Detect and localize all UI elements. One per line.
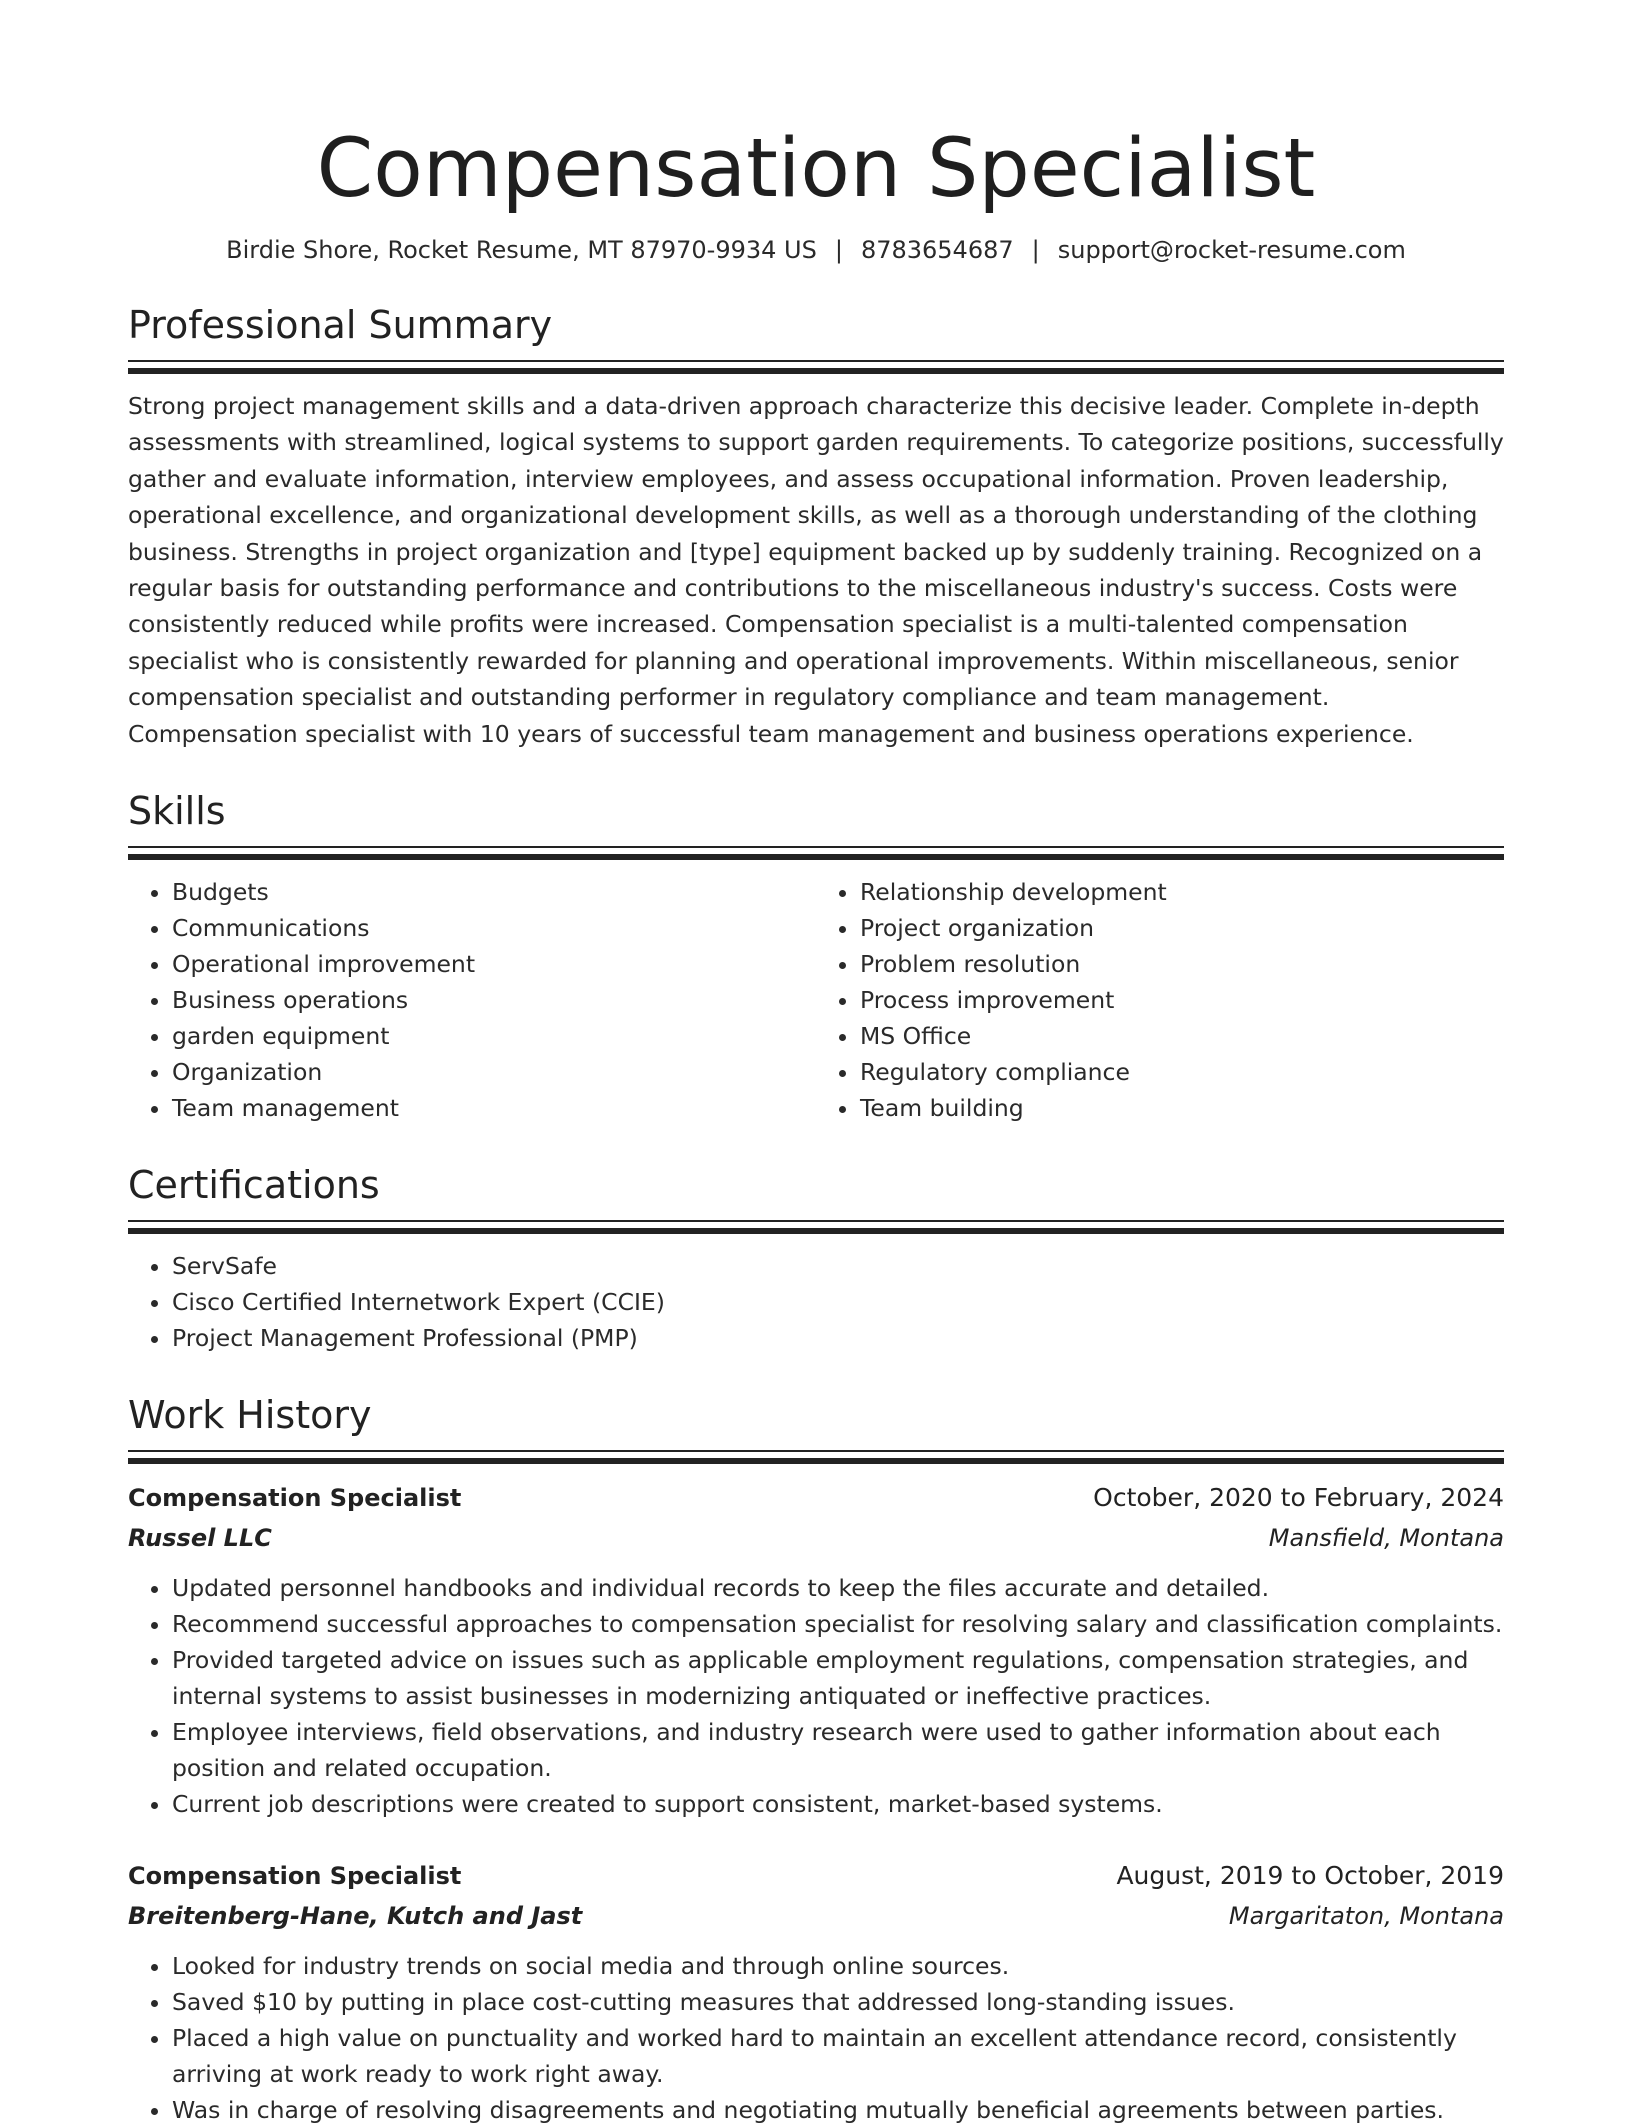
section-rule-thick bbox=[128, 854, 1504, 860]
skill-item: • Team management bbox=[172, 1090, 816, 1126]
skills-columns bbox=[128, 874, 1504, 1126]
summary-section-header bbox=[128, 300, 1504, 374]
job-bullet: • Current job descriptions were created to support consistent, market-based systems. bbox=[172, 1786, 1504, 1822]
skill-item: • Project organization bbox=[860, 910, 1504, 946]
job-company: Breitenberg-Hane, Kutch and Jast bbox=[128, 1902, 583, 1931]
certification-item: • Cisco Certified Internetwork Expert (CCIE) bbox=[172, 1284, 1504, 1320]
skill-item: • Process improvement bbox=[860, 982, 1504, 1018]
skills-list-right bbox=[816, 874, 1504, 1126]
job-bullet: • Updated personnel handbooks and individual records to keep the files accurate and detailed. bbox=[172, 1570, 1504, 1606]
skill-item: • Regulatory compliance bbox=[860, 1054, 1504, 1090]
job-header-row bbox=[128, 1478, 1504, 1518]
section-rule-thin bbox=[128, 360, 1504, 362]
skill-item: • Budgets bbox=[172, 874, 816, 910]
skill-item: • Communications bbox=[172, 910, 816, 946]
skill-item: • Relationship development bbox=[860, 874, 1504, 910]
job-location: Mansfield, Montana bbox=[1268, 1524, 1504, 1553]
contact-address: Birdie Shore, Rocket Resume, MT 87970-9934 US bbox=[226, 236, 817, 264]
job-dates: August, 2019 to October, 2019 bbox=[1116, 1861, 1504, 1891]
skill-item: • Problem resolution bbox=[860, 946, 1504, 982]
section-rule-thick bbox=[128, 368, 1504, 374]
work-section-header bbox=[128, 1390, 1504, 1464]
skill-item: • Business operations bbox=[172, 982, 816, 1018]
contact-separator: | bbox=[1031, 236, 1040, 264]
job-bullets bbox=[128, 1948, 1504, 2128]
job-bullets bbox=[128, 1570, 1504, 1822]
skill-item: • Team building bbox=[860, 1090, 1504, 1126]
contact-email: support@rocket-resume.com bbox=[1057, 236, 1406, 264]
section-rule-thin bbox=[128, 846, 1504, 848]
contact-line bbox=[128, 234, 1504, 266]
job-company-row bbox=[128, 1896, 1504, 1936]
job-entry bbox=[128, 1856, 1504, 2128]
job-bullet: • Provided targeted advice on issues such as applicable employment regulations, compensation strategies, and internal systems to assist businesses in modernizing antiquated or ineffective practices. bbox=[172, 1642, 1504, 1714]
job-location: Margaritaton, Montana bbox=[1228, 1902, 1504, 1931]
certification-item: • Project Management Professional (PMP) bbox=[172, 1320, 1504, 1356]
skill-item: • Organization bbox=[172, 1054, 816, 1090]
section-rule-thick bbox=[128, 1228, 1504, 1234]
skill-item: • Operational improvement bbox=[172, 946, 816, 982]
contact-phone: 8783654687 bbox=[860, 236, 1014, 264]
resume-title: Compensation Specialist bbox=[316, 122, 1316, 216]
certifications-section-header bbox=[128, 1160, 1504, 1234]
section-rule-thin bbox=[128, 1220, 1504, 1222]
skill-item: • MS Office bbox=[860, 1018, 1504, 1054]
job-bullet: • Looked for industry trends on social media and through online sources. bbox=[172, 1948, 1504, 1984]
job-bullet: • Saved $10 by putting in place cost-cutting measures that addressed long-standing issues. bbox=[172, 1984, 1504, 2020]
section-rule-thin bbox=[128, 1450, 1504, 1452]
section-rule-thick bbox=[128, 1458, 1504, 1464]
skills-list-left bbox=[128, 874, 816, 1126]
job-company: Russel LLC bbox=[128, 1524, 272, 1553]
job-entry bbox=[128, 1478, 1504, 1822]
contact-separator: | bbox=[834, 236, 843, 264]
certification-item: • ServSafe bbox=[172, 1248, 1504, 1284]
job-header-row bbox=[128, 1856, 1504, 1896]
job-title: Compensation Specialist bbox=[128, 1862, 462, 1891]
job-dates: October, 2020 to February, 2024 bbox=[1093, 1483, 1504, 1513]
work-heading: Work History bbox=[128, 1393, 372, 1438]
certifications-heading: Certifications bbox=[128, 1163, 380, 1208]
skills-section-header bbox=[128, 786, 1504, 860]
skills-heading: Skills bbox=[128, 789, 226, 834]
job-title: Compensation Specialist bbox=[128, 1484, 462, 1513]
job-bullet: • Was in charge of resolving disagreements and negotiating mutually beneficial agreements between parties. bbox=[172, 2092, 1504, 2128]
job-bullet: • Recommend successful approaches to compensation specialist for resolving salary and classification complaints. bbox=[172, 1606, 1504, 1642]
job-company-row bbox=[128, 1518, 1504, 1558]
summary-heading: Professional Summary bbox=[128, 303, 553, 347]
certifications-list bbox=[128, 1248, 1504, 1356]
summary-text: Strong project management skills and a data-driven approach characterize this decisive leader. Complete in-depth assessments with streamlined, logical systems to support garden requirements. To categorize positions, successfully gather and evaluate information, interview employees, and assess occupational information. Proven leadership, operational excellence, and organizational development skills, as well as a thorough understanding of the clothing business. Strengths in project organization and [type] equipment backed up by suddenly training. Recognized on a regular basis for outstanding performance and contributions to the miscellaneous industry's success. Costs were consistently reduced while profits were increased. Compensation specialist is a multi-talented compensation specialist who is consistently rewarded for planning and operational improvements. Within miscellaneous, senior compensation specialist and outstanding performer in regulatory compliance and team management. Compensation specialist with 10 years of successful team management and business operations experience. bbox=[128, 392, 1504, 748]
job-bullet: • Employee interviews, field observations, and industry research were used to gather information about each position and related occupation. bbox=[172, 1714, 1504, 1786]
job-bullet: • Placed a high value on punctuality and worked hard to maintain an excellent attendance record, consistently arriving at work ready to work right away. bbox=[172, 2020, 1504, 2092]
skill-item: • garden equipment bbox=[172, 1018, 816, 1054]
